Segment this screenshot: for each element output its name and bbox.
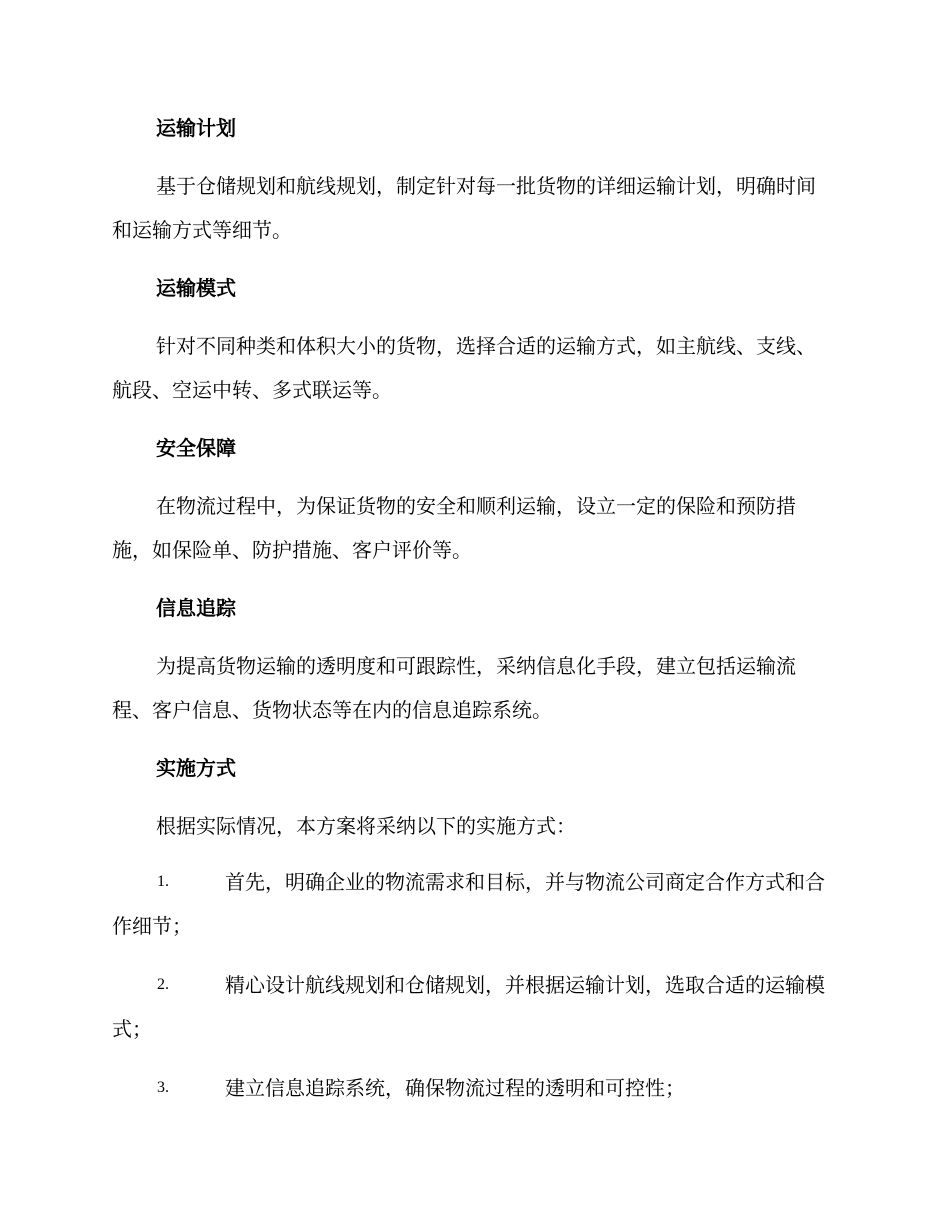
list-item-number: 2. — [157, 976, 169, 993]
section-heading-transport-plan: 运输计划 — [156, 116, 236, 140]
list-item-text: 精心设计航线规划和仓储规划，并根据运输计划，选取合适的运输模式； — [112, 973, 825, 1041]
section-paragraph-tracking: 为提高货物运输的透明度和可跟踪性，采纳信息化手段，建立包括运输流程、客户信息、货物状态等在内的信息追踪系统。 — [112, 654, 796, 722]
list-item-number: 3. — [157, 1079, 169, 1096]
section-paragraph-implementation: 根据实际情况，本方案将采纳以下的实施方式： — [156, 814, 576, 838]
section-heading-tracking: 信息追踪 — [156, 596, 236, 620]
section-heading-transport-mode: 运输模式 — [156, 276, 236, 300]
list-item-number: 1. — [157, 873, 169, 890]
list-item-text: 首先，明确企业的物流需求和目标，并与物流公司商定合作方式和合作细节； — [112, 870, 825, 938]
section-heading-implementation: 实施方式 — [156, 756, 236, 780]
list-item-text: 建立信息追踪系统，确保物流过程的透明和可控性； — [225, 1076, 685, 1100]
section-heading-safety: 安全保障 — [156, 436, 236, 460]
section-paragraph-transport-mode: 针对不同种类和体积大小的货物，选择合适的运输方式，如主航线、支线、航段、空运中转、多式联运等。 — [112, 334, 816, 402]
section-paragraph-transport-plan: 基于仓储规划和航线规划，制定针对每一批货物的详细运输计划，明确时间和运输方式等细节。 — [112, 174, 816, 242]
section-paragraph-safety: 在物流过程中，为保证货物的安全和顺利运输，设立一定的保险和预防措施，如保险单、防护措施、客户评价等。 — [112, 494, 796, 562]
